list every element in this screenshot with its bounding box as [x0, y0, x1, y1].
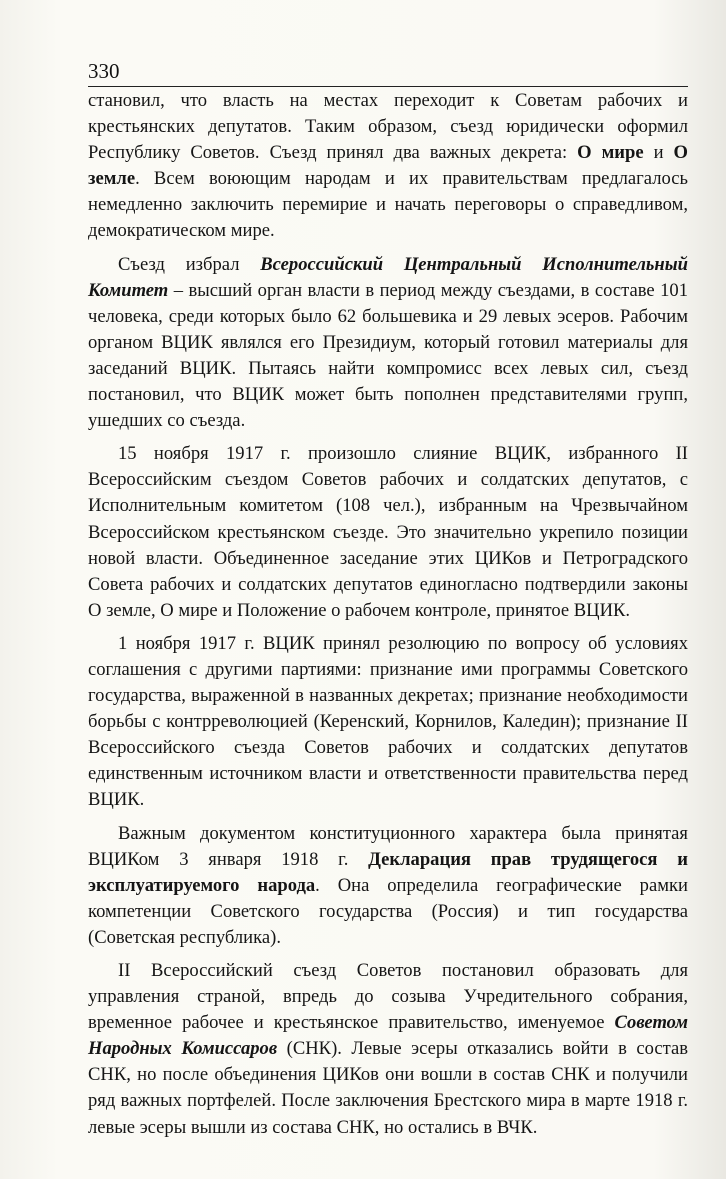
- vtsik-term: Всероссийский Центральный Исполнительный Комитет: [88, 253, 688, 301]
- text-segment: становил, что власть на местах переходит к Советам рабочих и крестьянских депутатов. Таким образом, съезд юридически оформил Республику Советов. Съезд принял два важных декрета:: [88, 90, 688, 164]
- paragraph-2: [88, 252, 688, 435]
- text-segment: II Всероссийский съезд Советов постановил образовать для управления страной, впредь до созыва Учредительного собрания, временное рабочее и крестьянское правительство, именуемое: [88, 960, 688, 1034]
- text-segment: 15 ноября 1917 г. произошло слияние ВЦИК, избранного II Всероссийским съездом Советов рабочих и солдатских депутатов, с Исполнительным комитетом (108 чел.), избранным на Чрезвычайном Всероссийском крестьянском съезде. Это значительно укрепило позиции новой власти. Объединенное заседание этих ЦИКов и Петроградского Совета рабочих и солдатских депутатов единогласно подтвердили законы О земле, О мире и Положение о рабочем контроле, принятое ВЦИК.: [88, 443, 688, 621]
- page-header: [88, 60, 688, 87]
- text-segment: . Она определила географические рамки компетенции Советского государства (Россия) и тип государства (Советская республика).: [88, 874, 688, 948]
- text-segment: . Всем воюющим народам и их правительствам предлагалось немедленно заключить перемирие и начать переговоры о справедливом, демократическом мире.: [88, 168, 688, 242]
- paragraph-1: [88, 88, 688, 245]
- text-segment: и: [643, 142, 674, 164]
- declaration-term: Декларация прав трудящегося и эксплуатируемого народа: [88, 848, 688, 896]
- body-text: [88, 88, 688, 1148]
- decree-on-land: О земле: [88, 142, 688, 190]
- snk-term: Советом Народных Комиссаров: [88, 1012, 688, 1060]
- paragraph-4: [88, 631, 688, 814]
- decree-on-peace: О мире: [577, 142, 644, 164]
- text-segment: – высший орган власти в период между съездами, в составе 101 человека, среди которых было 62 большевика и 29 левых эсеров. Рабочим органом ВЦИК являлся его Президиум, который готовил материалы для заседаний ВЦИК. Пытаясь найти компромисс всех левых сил, съезд постановил, что ВЦИК может быть пополнен представителями групп, ушедших со съезда.: [88, 279, 688, 432]
- page-number: 330: [88, 59, 120, 83]
- paragraph-6: [88, 958, 688, 1141]
- paragraph-5: [88, 821, 688, 951]
- text-segment: Съезд избрал: [118, 253, 261, 275]
- text-segment: (СНК). Левые эсеры отказались войти в состав СНК, но после объединения ЦИКов они вошли в состав СНК и получили ряд важных портфелей. После заключения Брестского мира в марте 1918 г. левые эсеры вышли из состава СНК, но остались в ВЧК.: [88, 1038, 688, 1138]
- text-segment: Важным документом конституционного характера была принятая ВЦИКом 3 января 1918 г.: [88, 822, 688, 870]
- text-segment: 1 ноября 1917 г. ВЦИК принял резолюцию по вопросу об условиях соглашения с другими партиями: признание ими программы Советского государства, выраженной в названных декретах; признание необходимости борьбы с контрреволюцией (Керенский, Корнилов, Каледин); признание II Всероссийского съезда Советов рабочих и солдатских депутатов единственным источником власти и ответственности правительства перед ВЦИК.: [88, 632, 688, 811]
- paragraph-3: [88, 441, 688, 624]
